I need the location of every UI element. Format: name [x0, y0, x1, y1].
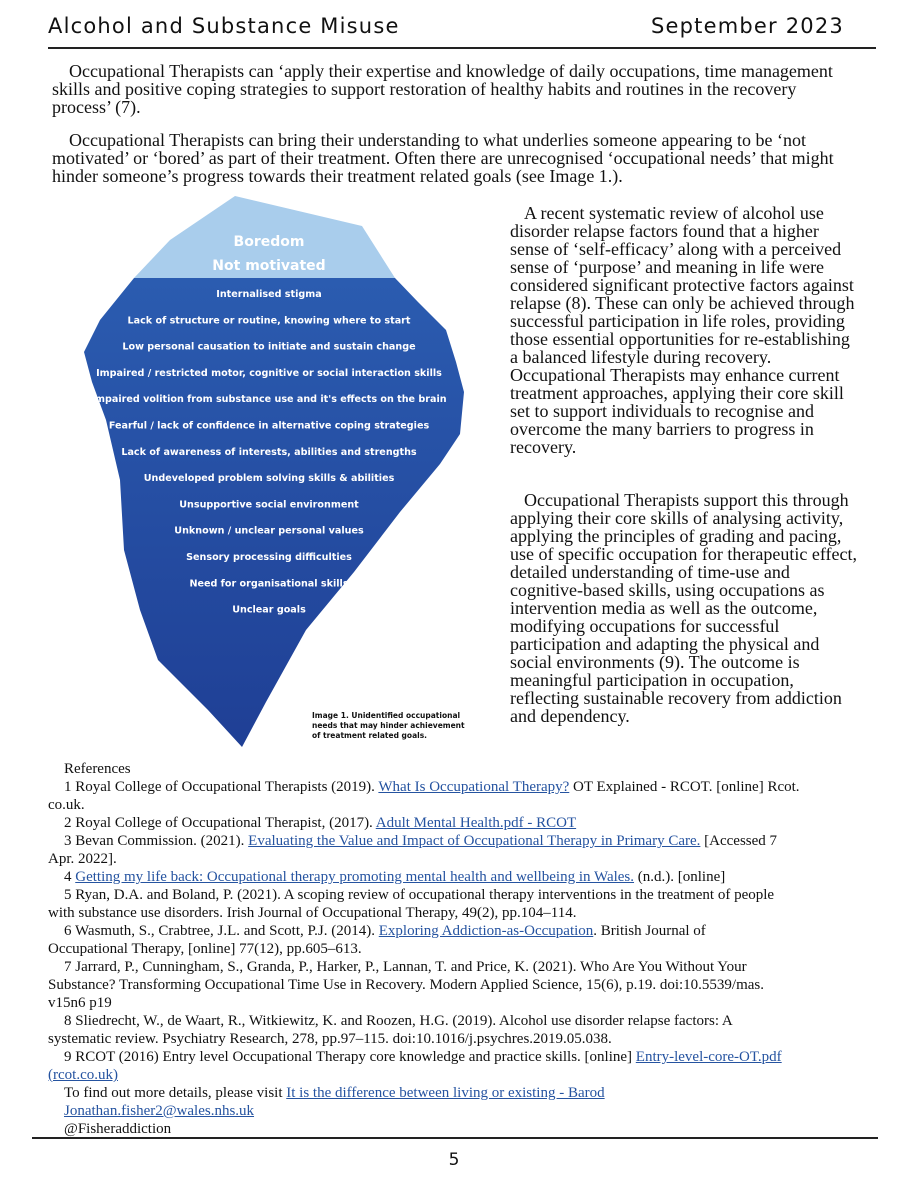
iceberg-need-label: Low personal causation to initiate and sustain change — [122, 341, 416, 353]
social-handle: @Fisheraddiction — [64, 1121, 172, 1137]
contact-email — [48, 1102, 868, 1120]
iceberg-need-label: Internalised stigma — [216, 289, 322, 300]
intro-paragraph-2: Occupational Therapists can bring their understanding to what underlies someone appearing to be ‘not motivated’ or ‘bored’ as part of their treatment. Often there are unrecognised ‘occupational needs’ that might hinder someone’s progress towards their treatment related goals (see Image 1.). — [52, 130, 834, 186]
reference-item: 3 Bevan Commission. (2021). Evaluating the Value and Impact of Occupational Therapy in Primary Care. [Accessed 7 — [64, 833, 778, 849]
reference-link[interactable]: Getting my life back: Occupational therapy promoting mental health and wellbeing in Wales. — [75, 869, 635, 885]
reference-item-cont: Occupational Therapy, [online] 77(12), pp.605–613. — [48, 941, 362, 957]
reference-link[interactable]: Adult Mental Health.pdf - RCOT — [375, 815, 577, 831]
reference-item: 9 RCOT (2016) Entry level Occupational Therapy core knowledge and practice skills. [online] Entry-level-core-OT.pdf — [64, 1049, 782, 1065]
reference-item: 5 Ryan, D.A. and Boland, P. (2021). A scoping review of occupational therapy interventions in the treatment of people — [64, 887, 775, 903]
iceberg-need-label: Unclear goals — [232, 604, 306, 616]
iceberg-need-label: Fearful / lack of confidence in alternative coping strategies — [108, 420, 430, 432]
header-divider — [48, 47, 876, 49]
barod-link[interactable]: It is the difference between living or existing - Barod — [286, 1085, 605, 1101]
iceberg-caption: of treatment related goals. — [312, 731, 428, 740]
reference-item-cont: co.uk. — [48, 797, 85, 813]
reference-item: 4 Getting my life back: Occupational therapy promoting mental health and wellbeing in Wales. (n.d.). [online] — [64, 869, 726, 885]
contact-line: To find out more details, please visit It is the difference between living or existing - Barod — [64, 1085, 605, 1101]
iceberg-need-label: Sensory processing difficulties — [186, 552, 352, 563]
footer-divider — [32, 1137, 878, 1139]
iceberg-need-label: Lack of awareness of interests, abilities and strengths — [121, 446, 417, 458]
reference-item: 6 Wasmuth, S., Crabtree, J.L. and Scott, P.J. (2014). Exploring Addiction-as-Occupation. British Journal of — [64, 923, 706, 939]
reference-item-cont: Substance? Transforming Occupational Time Use in Recovery. Modern Applied Science, 15(6), p.19. doi:10.5539/mas. — [48, 977, 765, 993]
page-number: 5 — [448, 1150, 460, 1170]
iceberg-need-label: Lack of structure or routine, knowing where to start — [127, 315, 411, 327]
iceberg-need-label: Unsupportive social environment — [179, 499, 359, 511]
reference-item-cont: v15n6 p19 — [48, 995, 112, 1011]
iceberg-tip-label: Boredom — [233, 234, 305, 250]
iceberg-caption: needs that may hinder achievement — [312, 721, 465, 730]
reference-item: 8 Sliedrecht, W., de Waart, R., Witkiewitz, K. and Roozen, H.G. (2019). Alcohol use disorder relapse factors: A — [64, 1013, 733, 1029]
iceberg-need-label: Need for organisational skills — [189, 578, 349, 590]
reference-item: 1 Royal College of Occupational Therapists (2019). What Is Occupational Therapy? OT Explained - RCOT. [online] Rcot. — [64, 779, 800, 795]
email-link[interactable]: Jonathan.fisher2@wales.nhs.uk — [64, 1103, 255, 1119]
reference-item-cont: Apr. 2022]. — [48, 851, 117, 867]
iceberg-need-label: Unknown / unclear personal values — [174, 525, 364, 537]
intro-paragraph-1: Occupational Therapists can ‘apply their expertise and knowledge of daily occupations, time management skills and positive coping strategies to support restoration of healthy habits and routines in the recovery process’ (7). — [52, 61, 833, 117]
reference-link[interactable]: (rcot.co.uk) — [48, 1067, 118, 1083]
iceberg-need-label: Undeveloped problem solving skills & abilities — [143, 473, 395, 485]
reference-item-cont: systematic review. Psychiatry Research, 278, pp.97–115. doi:10.1016/j.psychres.2019.05.038. — [48, 1031, 612, 1047]
reference-item-cont — [48, 1066, 868, 1084]
references-section — [48, 760, 868, 1138]
references-heading: References — [64, 761, 131, 777]
iceberg-need-label: Impaired / restricted motor, cognitive or social interaction skills — [96, 367, 442, 379]
reference-item-cont: with substance use disorders. Irish Journal of Occupational Therapy, 49(2), pp.104–114. — [48, 905, 577, 921]
reference-link[interactable]: Evaluating the Value and Impact of Occupational Therapy in Primary Care. — [248, 833, 701, 849]
reference-item: 7 Jarrard, P., Cunningham, S., Granda, P., Harker, P., Lannan, T. and Price, K. (2021). Who Are You Without Your — [64, 959, 747, 975]
iceberg-caption: Image 1. Unidentified occupational — [312, 711, 461, 720]
reference-item: 2 Royal College of Occupational Therapist, (2017). Adult Mental Health.pdf - RCOT — [64, 815, 577, 831]
iceberg-tip-label: Not motivated — [212, 258, 326, 274]
reference-link[interactable]: Entry-level-core-OT.pdf — [635, 1049, 782, 1065]
iceberg-need-label: Impaired volition from substance use and it's effects on the brain — [91, 394, 447, 406]
newsletter-title: Alcohol and Substance Misuse — [48, 14, 400, 38]
body-paragraph-self-efficacy: A recent systematic review of alcohol use disorder relapse factors found that a higher sense of ‘self-efficacy’ along with a perceived sense of ‘purpose’ and meaning in life were considered significant protective factors against relapse (8). These can only be achieved through successful participation in life roles, providing those essential opportunities for re-establishing a balanced lifestyle during recovery. Occupational Therapists may enhance current treatment approaches, applying their core skill set to support individuals to recognise and overcome the many barriers to progress in recovery. — [510, 203, 855, 457]
issue-date: September 2023 — [651, 14, 844, 38]
iceberg-infographic — [78, 190, 478, 750]
reference-link[interactable]: Exploring Addiction-as-Occupation — [378, 923, 594, 939]
body-paragraph-core-skills: Occupational Therapists support this through applying their core skills of analysing activity, applying the principles of grading and pacing, use of specific occupation for therapeutic effect, detailed understanding of time-use and cognitive-based skills, using occupations as intervention media as well as the outcome, modifying occupations for successful participation and adapting the physical and social environments (9). The outcome is meaningful participation in occupation, reflecting sustainable recovery from addiction and dependency. — [510, 490, 858, 726]
reference-link[interactable]: What Is Occupational Therapy? — [378, 779, 570, 795]
